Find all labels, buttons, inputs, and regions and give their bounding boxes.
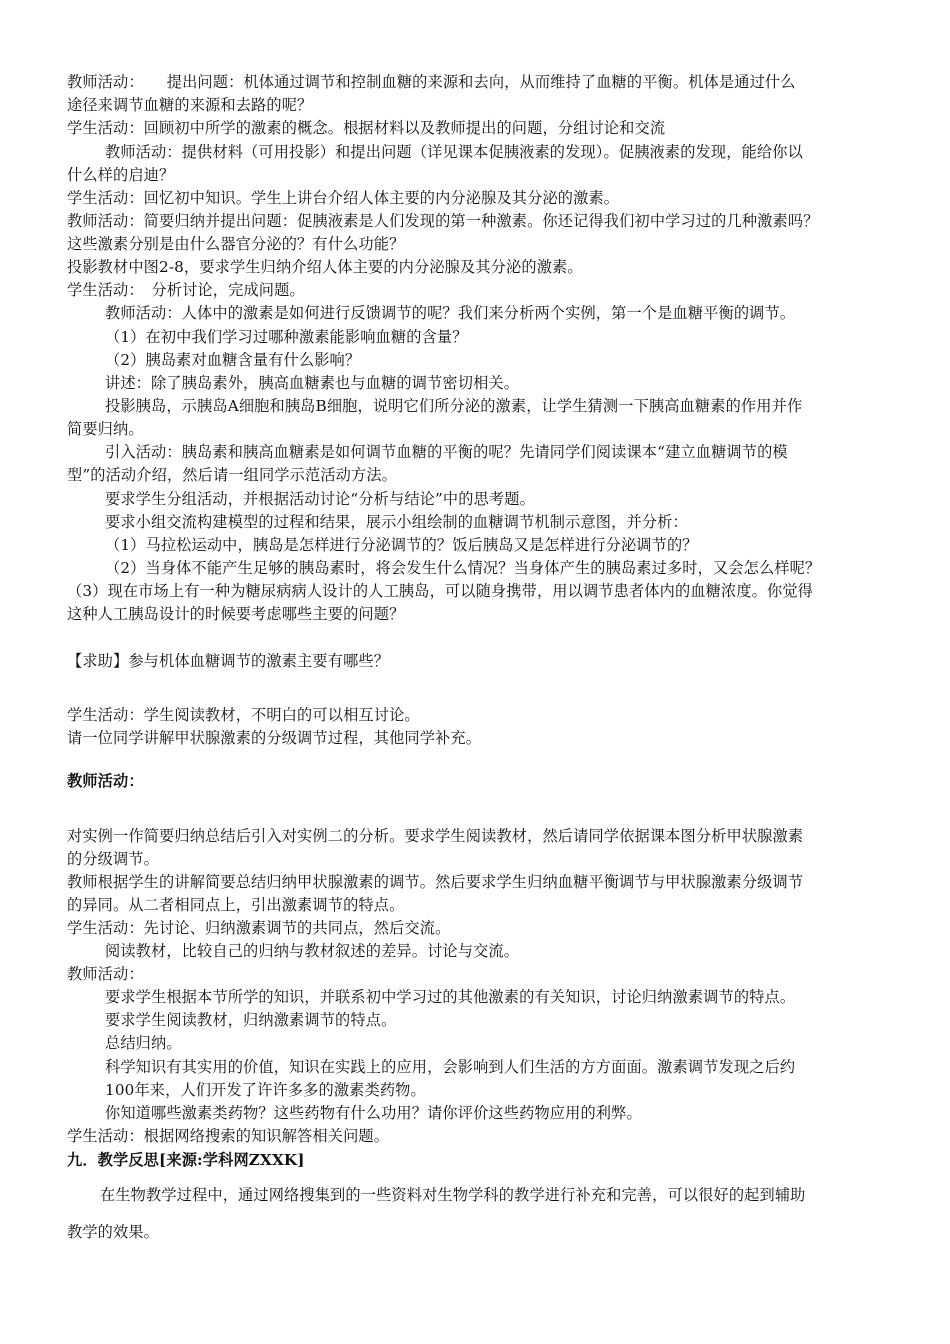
text-line: （2）当身体不能产生足够的胰岛素时，将会发生什么情况？当身体产生的胰岛素过多时，又会怎么样呢？ xyxy=(105,559,821,577)
text-line: 什么样的启迪？ xyxy=(67,166,175,184)
text-line: 学生活动：根据网络搜索的知识解答相关问题。 xyxy=(67,1127,390,1145)
text-line: 你知道哪些激素类药物？这些药物有什么功用？请你评价这些药物应用的利弊。 xyxy=(105,1104,642,1122)
text-line: 学生活动：先讨论、归纳激素调节的共同点，然后交流。 xyxy=(67,919,451,937)
text-line: （1）马拉松运动中，胰岛是怎样进行分泌调节的？饭后胰岛又是怎样进行分泌调节的？ xyxy=(105,536,698,554)
text-line: 投影教材中图2-8，要求学生归纳介绍人体主要的内分泌腺及其分泌的激素。 xyxy=(67,258,583,276)
teacher-activity-heading: 教师活动： xyxy=(67,772,144,790)
text-line: （2）胰岛素对血糖含量有什么影响？ xyxy=(105,351,361,369)
text-line: 型”的活动介绍，然后请一组同学示范活动方法。 xyxy=(67,466,398,484)
text-line: （1）在初中我们学习过哪种激素能影响血糖的含量？ xyxy=(105,328,468,346)
text-line: （3）现在市场上有一种为糖尿病病人设计的人工胰岛，可以随身携带，用以调节患者体内的血糖浓度。你觉得 xyxy=(67,582,814,600)
text-line: 引入活动：胰岛素和胰高血糖素是如何调节血糖的平衡的呢？先请同学们阅读课本“建立血糖调节的模 xyxy=(105,443,788,461)
text-line: 教师活动：人体中的激素是如何进行反馈调节的呢？我们来分析两个实例，第一个是血糖平衡的调节。 xyxy=(105,304,796,322)
help-question: 【求助】参与机体血糖调节的激素主要有哪些？ xyxy=(67,652,390,670)
text-line: 要求学生分组活动，并根据活动讨论“分析与结论”中的思考题。 xyxy=(105,490,535,508)
text-line: 这种人工胰岛设计的时候要考虑哪些主要的问题？ xyxy=(67,605,405,623)
text-line: 学生活动：回顾初中所学的激素的概念。根据材料以及教师提出的问题，分组讨论和交流 xyxy=(67,119,666,137)
text-line: 途径来调节血糖的来源和去路的呢？ xyxy=(67,96,313,114)
section-heading: 九．教学反思[来源:学科网ZXXK] xyxy=(67,1151,305,1169)
text-line: 的异同。从二者相同点上，引出激素调节的特点。 xyxy=(67,896,405,914)
text-line: 教师活动：提供材料（可用投影）和提出问题（详见课本促胰液素的发现）。促胰液素的发现，能给你以 xyxy=(105,143,803,161)
text-line: 投影胰岛，示胰岛A细胞和胰岛B细胞，说明它们所分泌的激素，让学生猜测一下胰高血糖素的作用并作 xyxy=(105,397,803,415)
text-line: 总结归纳。 xyxy=(105,1034,182,1052)
text-line: 要求学生阅读教材，归纳激素调节的特点。 xyxy=(105,1011,397,1029)
text-line: 对实例一作简要归纳总结后引入对实例二的分析。要求学生阅读教材，然后请同学依据课本图分析甲状腺激素 xyxy=(67,827,804,845)
text-line: 请一位同学讲解甲状腺激素的分级调节过程，其他同学补充。 xyxy=(67,729,482,747)
text-line: 的分级调节。 xyxy=(67,850,160,868)
text-line: 要求小组交流构建模型的过程和结果，展示小组绘制的血糖调节机制示意图，并分析： xyxy=(105,513,688,531)
text-line: 这些激素分别是由什么器官分泌的？有什么功能？ xyxy=(67,235,405,253)
text-line: 教师根据学生的讲解简要总结归纳甲状腺激素的调节。然后要求学生归纳血糖平衡调节与甲状腺激素分级调节 xyxy=(67,873,804,891)
text-line: 学生活动：学生阅读教材，不明白的可以相互讨论。 xyxy=(67,706,420,724)
text-line: 阅读教材，比较自己的归纳与教材叙述的差异。讨论与交流。 xyxy=(105,942,520,960)
text-line: 要求学生根据本节所学的知识，并联系初中学习过的其他激素的有关知识，讨论归纳激素调节的特点。 xyxy=(105,988,796,1006)
text-line: 科学知识有其实用的价值，知识在实践上的应用，会影响到人们生活的方方面面。激素调节发现之后约 xyxy=(105,1058,796,1076)
text-line: 100年来，人们开发了许许多多的激素类药物。 xyxy=(105,1081,426,1099)
text-line: 简要归纳。 xyxy=(67,420,144,438)
text-line: 讲述：除了胰岛素外，胰高血糖素也与血糖的调节密切相关。 xyxy=(105,374,520,392)
text-line: 教师活动：简要归纳并提出问题：促胰液素是人们发现的第一种激素。你还记得我们初中学习过的几种激素吗？ xyxy=(67,212,819,230)
text-line: 教学的效果。 xyxy=(67,1223,160,1241)
text-line: 教师活动： xyxy=(67,965,144,983)
text-line: 学生活动： 分析讨论，完成问题。 xyxy=(67,281,305,299)
text-line: 教师活动： 提出问题：机体通过调节和控制血糖的来源和去向，从而维持了血糖的平衡。机体是通过什么 xyxy=(67,73,796,91)
text-line: 学生活动：回忆初中知识。学生上讲台介绍人体主要的内分泌腺及其分泌的激素。 xyxy=(67,189,620,207)
text-line: 在生物教学过程中，通过网络搜集到的一些资料对生物学科的教学进行补充和完善，可以很好的起到辅助 xyxy=(100,1186,806,1204)
